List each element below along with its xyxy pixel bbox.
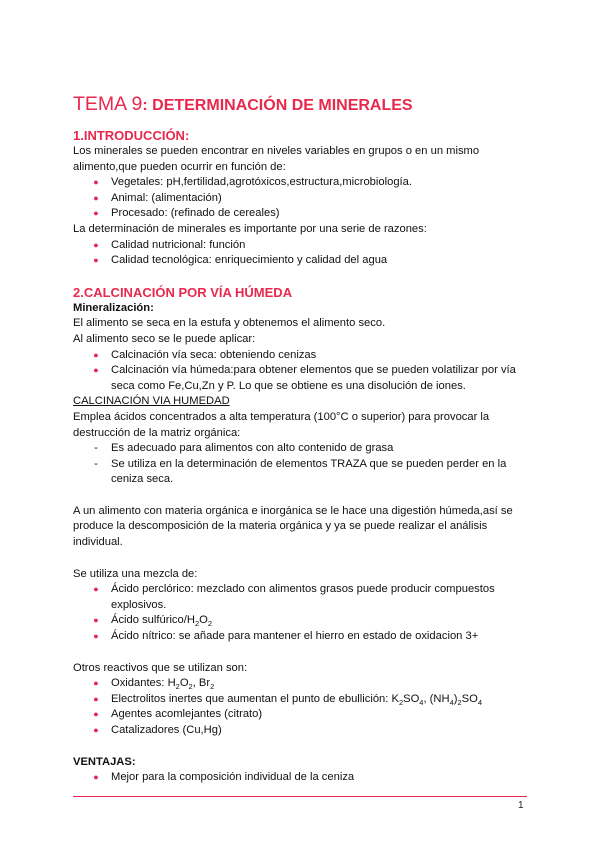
formula-part: Ácido sulfúrico/H xyxy=(111,614,195,627)
list-item-text: Mejor para la composición individual de la ceniza xyxy=(111,771,355,784)
section1-list2 xyxy=(73,238,528,269)
bullet-icon: ● xyxy=(93,709,99,720)
formula-part: , Br xyxy=(192,677,211,690)
list-item xyxy=(73,206,528,222)
subscript: 4 xyxy=(449,698,454,708)
section2-p1: El alimento se seca en la estufa y obtenemos el alimento seco. xyxy=(73,317,386,330)
calcinacion-underline: CALCINACIÓN VIA HUMEDAD xyxy=(73,395,230,408)
section2-p2: Al alimento seco se le puede aplicar: xyxy=(73,332,256,345)
bullet-icon: ● xyxy=(93,725,99,735)
bullet-icon: ● xyxy=(93,631,99,642)
bullet-icon: ● xyxy=(93,772,99,783)
spacer xyxy=(73,551,528,567)
list-item-text: Catalizadores (Cu,Hg) xyxy=(111,724,222,736)
footer-divider xyxy=(73,796,527,797)
list-item-text: Calcinación vía húmeda:para obtener elementos que se pueden volatilizar por vía seca como Fe,Cu,Zn y P. Lo que se obtiene es una disolución de iones. xyxy=(111,364,516,392)
list-item-text: Calidad tecnológica: enriquecimiento y calidad del agua xyxy=(111,254,388,267)
list-item-text: Se utiliza en la determinación de elementos TRAZA que se pueden perder en la ceniza seca. xyxy=(111,457,507,486)
spacer xyxy=(73,739,528,755)
list-item-text: Animal: (alimentación) xyxy=(111,191,222,204)
list-item-text: Procesado: (refinado de cereales) xyxy=(111,207,280,220)
bullet-icon: ● xyxy=(93,177,99,188)
list-item-text: Ácido nítrico: se añade para mantener el hierro en estado de oxidacion 3+ xyxy=(111,630,479,643)
list-item xyxy=(73,613,528,629)
subscript: 2 xyxy=(175,682,180,692)
document-title xyxy=(73,92,528,118)
list-item-text: Es adecuado para alimentos con alto contenido de grasa xyxy=(111,442,394,455)
list-item xyxy=(73,723,528,739)
section1-list xyxy=(73,175,528,222)
list-item-text xyxy=(111,692,482,708)
formula-part: SO xyxy=(403,692,420,705)
list-item-text: Ácido perclórico: mezclado con alimentos grasos puede producir compuestos explosivos. xyxy=(111,583,495,611)
list-item xyxy=(73,770,528,786)
section1-intro: Los minerales se pueden encontrar en niveles variables en grupos o en un mismo alimento,que pueden ocurrir en función de: xyxy=(73,145,480,173)
list-item xyxy=(73,363,528,394)
bullet-icon: ● xyxy=(93,678,99,689)
section2-heading: 2.CALCINACIÓN POR VÍA HÚMEDA xyxy=(73,284,293,300)
subscript: 2 xyxy=(188,682,193,692)
subscript: 2 xyxy=(207,619,212,629)
subscript: 2 xyxy=(194,619,200,629)
section2-p6: Otros reactivos que se utilizan son: xyxy=(73,661,248,674)
section2-p5: Se utiliza una mezcla de: xyxy=(73,567,198,580)
ventajas-heading: VENTAJAS: xyxy=(73,755,136,768)
formula-part: O xyxy=(199,614,208,627)
section1-heading: 1.INTRODUCCIÓN: xyxy=(73,128,190,143)
list-item xyxy=(73,441,528,457)
page-number: 1 xyxy=(518,800,524,811)
list-item-text: Calidad nutricional: función xyxy=(111,238,246,251)
list-item xyxy=(73,175,528,191)
section2-p3: Emplea ácidos concentrados a alta temperatura (100°C o superior) para provocar la destrucción de la matriz orgánica: xyxy=(73,410,490,439)
subscript: 4 xyxy=(419,698,424,708)
list-item-text: Agentes acomlejantes (citrato) xyxy=(111,708,263,721)
list-item xyxy=(73,238,528,254)
section2-list xyxy=(73,348,528,395)
bullet-icon: ● xyxy=(93,693,99,704)
dash-list xyxy=(73,441,528,488)
list-item xyxy=(73,676,528,692)
subscript: 2 xyxy=(398,698,404,708)
list-item-text: Calcinación vía seca: obteniendo cenizas xyxy=(111,348,317,361)
formula-part: O xyxy=(179,677,189,690)
list-item-text xyxy=(111,614,212,629)
title-strong: TEMA 9 xyxy=(73,93,143,115)
bullet-icon: ● xyxy=(93,615,99,626)
formula-part: ) xyxy=(453,692,458,705)
list-item xyxy=(73,348,528,364)
spacer xyxy=(73,488,528,504)
bullet-icon: ● xyxy=(93,192,99,203)
list-item xyxy=(73,707,528,723)
list-item-text: Vegetales: pH,fertilidad,agrotóxicos,estructura,microbiología. xyxy=(111,176,412,189)
bullet-icon: ● xyxy=(93,584,99,595)
subscript: 2 xyxy=(210,682,215,692)
bullet-icon: ● xyxy=(93,255,99,266)
list-item xyxy=(73,191,528,207)
list-item xyxy=(73,582,528,613)
list-item xyxy=(73,692,528,708)
spacer xyxy=(73,269,528,285)
formula-part: SO xyxy=(461,692,478,705)
reactivos-list xyxy=(73,676,528,738)
list-item xyxy=(73,457,528,488)
section2-subheading: Mineralización: xyxy=(73,301,154,314)
ventajas-list xyxy=(73,770,528,786)
bullet-icon: ● xyxy=(93,349,99,360)
spacer xyxy=(73,645,528,661)
bullet-icon: ● xyxy=(93,239,99,250)
acids-list xyxy=(73,582,528,644)
formula-part: Electrolitos inertes que aumentan el punto de ebullición: K xyxy=(111,692,399,705)
section2-p4: A un alimento con materia orgánica e inorgánica se le hace una digestión húmeda,así se produce la descomposición de la materia orgánica y ya se puede realizar el análisis individual. xyxy=(73,504,513,549)
document-page xyxy=(73,92,528,786)
formula-part: , (NH xyxy=(423,692,450,705)
section1-intro2: La determinación de minerales es importante por una serie de razones: xyxy=(73,222,427,235)
bullet-icon: ● xyxy=(93,208,99,219)
list-item-text xyxy=(111,677,215,692)
list-item xyxy=(73,629,528,645)
list-item xyxy=(73,253,528,269)
title-rest: : DETERMINACIÓN DE MINERALES xyxy=(142,97,413,114)
bullet-icon: ● xyxy=(93,365,99,376)
dash-icon: - xyxy=(94,442,98,455)
dash-icon: - xyxy=(94,457,98,470)
subscript: 4 xyxy=(477,698,482,708)
formula-part: Oxidantes: H xyxy=(111,677,176,690)
subscript: 2 xyxy=(457,698,462,708)
